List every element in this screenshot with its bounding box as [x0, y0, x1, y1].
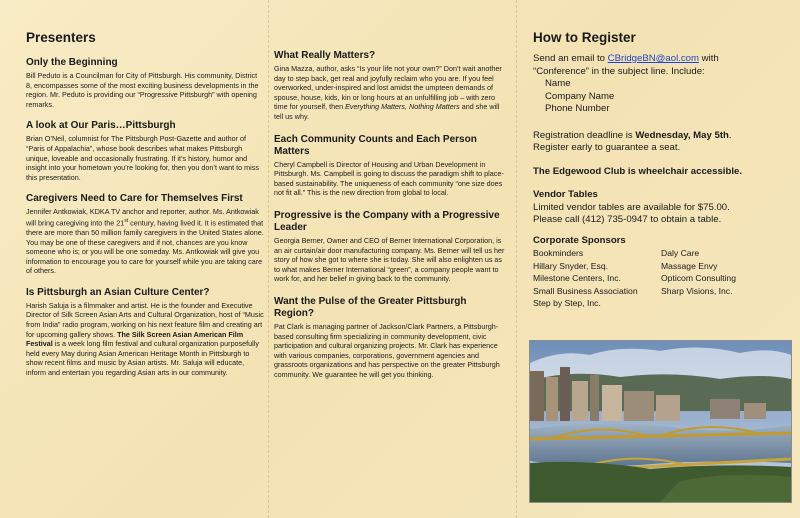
sessions-column — [274, 50, 506, 391]
sponsor-item: Milestone Centers, Inc. — [533, 273, 621, 283]
deadline-text: Registration deadline is Wednesday, May 5th. — [533, 129, 732, 141]
sponsors-list — [533, 247, 783, 310]
session-body: Cheryl Campbell is Director of Housing and Urban Development in Pittsburgh. Ms. Campbell is going to discuss the paradigm shift to place-based sustainability. The uniqueness of each community “one size does not fit all.” This is the new direction from global to local. — [274, 159, 504, 198]
presenter-title: A look at Our Paris…Pittsburgh — [26, 120, 176, 132]
email-instruction: Send an email to CBridgeBN@aol.com with — [533, 53, 719, 64]
field-phone: Phone Number — [545, 103, 610, 114]
fold-line-left — [268, 0, 269, 518]
sponsors-left — [533, 247, 661, 310]
sponsor-item: Bookminders — [533, 248, 584, 258]
deadline-note: Register early to guarantee a seat. — [533, 142, 681, 153]
fold-line-right — [516, 0, 517, 518]
presenters-column — [26, 30, 264, 389]
register-column — [533, 30, 783, 310]
sponsor-item: Sharp Visions, Inc. — [661, 285, 733, 296]
presenter-body: Bill Peduto is a Councilman for City of Pittsburgh. His community, District 8, encompasses some of the most exciting business developments in the region. Mr. Peduto is providing our “Progressive Pittsburgh” with opening remarks. — [26, 71, 259, 109]
sponsors-right — [661, 247, 781, 310]
field-name: Name — [545, 78, 571, 89]
presenter-title: Only the Beginning — [26, 57, 118, 68]
session-title: Each Community Counts and Each Person Matters — [274, 133, 477, 157]
session-title: What Really Matters? — [274, 50, 376, 61]
vendor-heading: Vendor Tables — [533, 189, 598, 200]
presenter-body: Jennifer Antkowiak, KDKA TV anchor and reporter, author. Ms. Antkowiak will bring caregiving into the 21st century, having lived it. It is estimated that there are more than 50 million family caregivers in the United States alone. You may be one of these caregivers and if not, chances are you know someone who is; or you will be one someday. Ms. Antkowiak will give you information to encourage you to care for yourself while you are taking care of others. — [26, 207, 264, 276]
sponsor-item: Step by Step, Inc. — [533, 298, 601, 308]
register-heading: How to Register — [533, 30, 636, 45]
session-body: Gina Mazza, author, asks “Is your life not your own?” Don’t wait another day to step back, get real and joyfully reclaim who you are. If you feel overworked, under-inspired and lost amidst the umpteen demands of spouse, house, kids, kin or long hours at an unfulfilling job – with zero time for yourself, then Everything Matters, Nothing Matters and she will tell us why. — [274, 64, 502, 121]
subject-instruction: “Conference” in the subject line. Include: — [533, 65, 705, 77]
vendor-price: Limited vendor tables are available for $75.00. — [533, 201, 730, 213]
presenter-body: Brian O’Neil, columnist for The Pittsburgh Post-Gazette and author of “Paris of Appalachia”, whose book describes what makes Pittsburgh unique, loveable and occasionally frustrating. If it’s history, humor and insight into your hometown you’re looking for, then you don’t want to miss this presentation. — [26, 134, 259, 182]
presenter-title: Is Pittsburgh an Asian Culture Center? — [26, 286, 210, 298]
sponsors-heading: Corporate Sponsors — [533, 234, 626, 246]
email-link[interactable]: CBridgeBN@aol.com — [607, 53, 699, 64]
wheelchair-note: The Edgewood Club is wheelchair accessible. — [533, 165, 742, 177]
sponsor-item: Massage Envy — [661, 260, 718, 271]
vendor-phone: Please call (412) 735-0947 to obtain a table. — [533, 214, 722, 225]
sponsor-item: Hillary Snyder, Esq. — [533, 260, 608, 271]
session-title: Want the Pulse of the Greater Pittsburgh Region? — [274, 295, 467, 319]
session-title: Progressive is the Company with a Progressive Leader — [274, 209, 500, 233]
sponsor-item: Small Business Association — [533, 285, 638, 296]
session-body: Pat Clark is managing partner of Jackson/Clark Partners, a Pittsburgh-based consulting firm specializing in community development, civic participation and cultural organizing projects. Mr. Clark has experience with various companies, corporations, government agencies and grassroots organizations and has perspective on the greater Pittsburgh community. We guarantee he will get you thinking. — [274, 321, 500, 379]
presenter-body: Harish Saluja is a filmmaker and artist. He is the founder and Executive Director of Silk Screen Asian Arts and Cultural Organization, host of “Music from India” radio program, working on his next feature film and creating art for upcoming gallery shows. The Silk Screen Asian American Film Festival is a week long film festival and cultural organization purposefully held every May during Asian American Heritage Month in Pittsburgh to show recent films and music by Asian artists. Mr. Saluja will educate, inform and entertain you regarding Asian arts in our community. — [26, 300, 264, 378]
field-company: Company Name — [545, 90, 615, 102]
session-body: Georgia Berner, Owner and CEO of Berner International Corporation, is an air curtain/air door manufacturing company. Ms. Berner will tell us her story of how she got to where she is today. She will also enlighten us as to what makes Berner International “green”, a company people want to work for, and her belief in giving back to the community. — [274, 235, 505, 284]
pittsburgh-skyline-photo — [529, 340, 792, 503]
sponsor-item: Opticom Consulting — [661, 273, 736, 283]
presenters-heading: Presenters — [26, 30, 96, 45]
sponsor-item: Daly Care — [661, 248, 700, 258]
skyline-illustration — [530, 341, 791, 502]
presenter-title: Caregivers Need to Care for Themselves First — [26, 193, 243, 205]
